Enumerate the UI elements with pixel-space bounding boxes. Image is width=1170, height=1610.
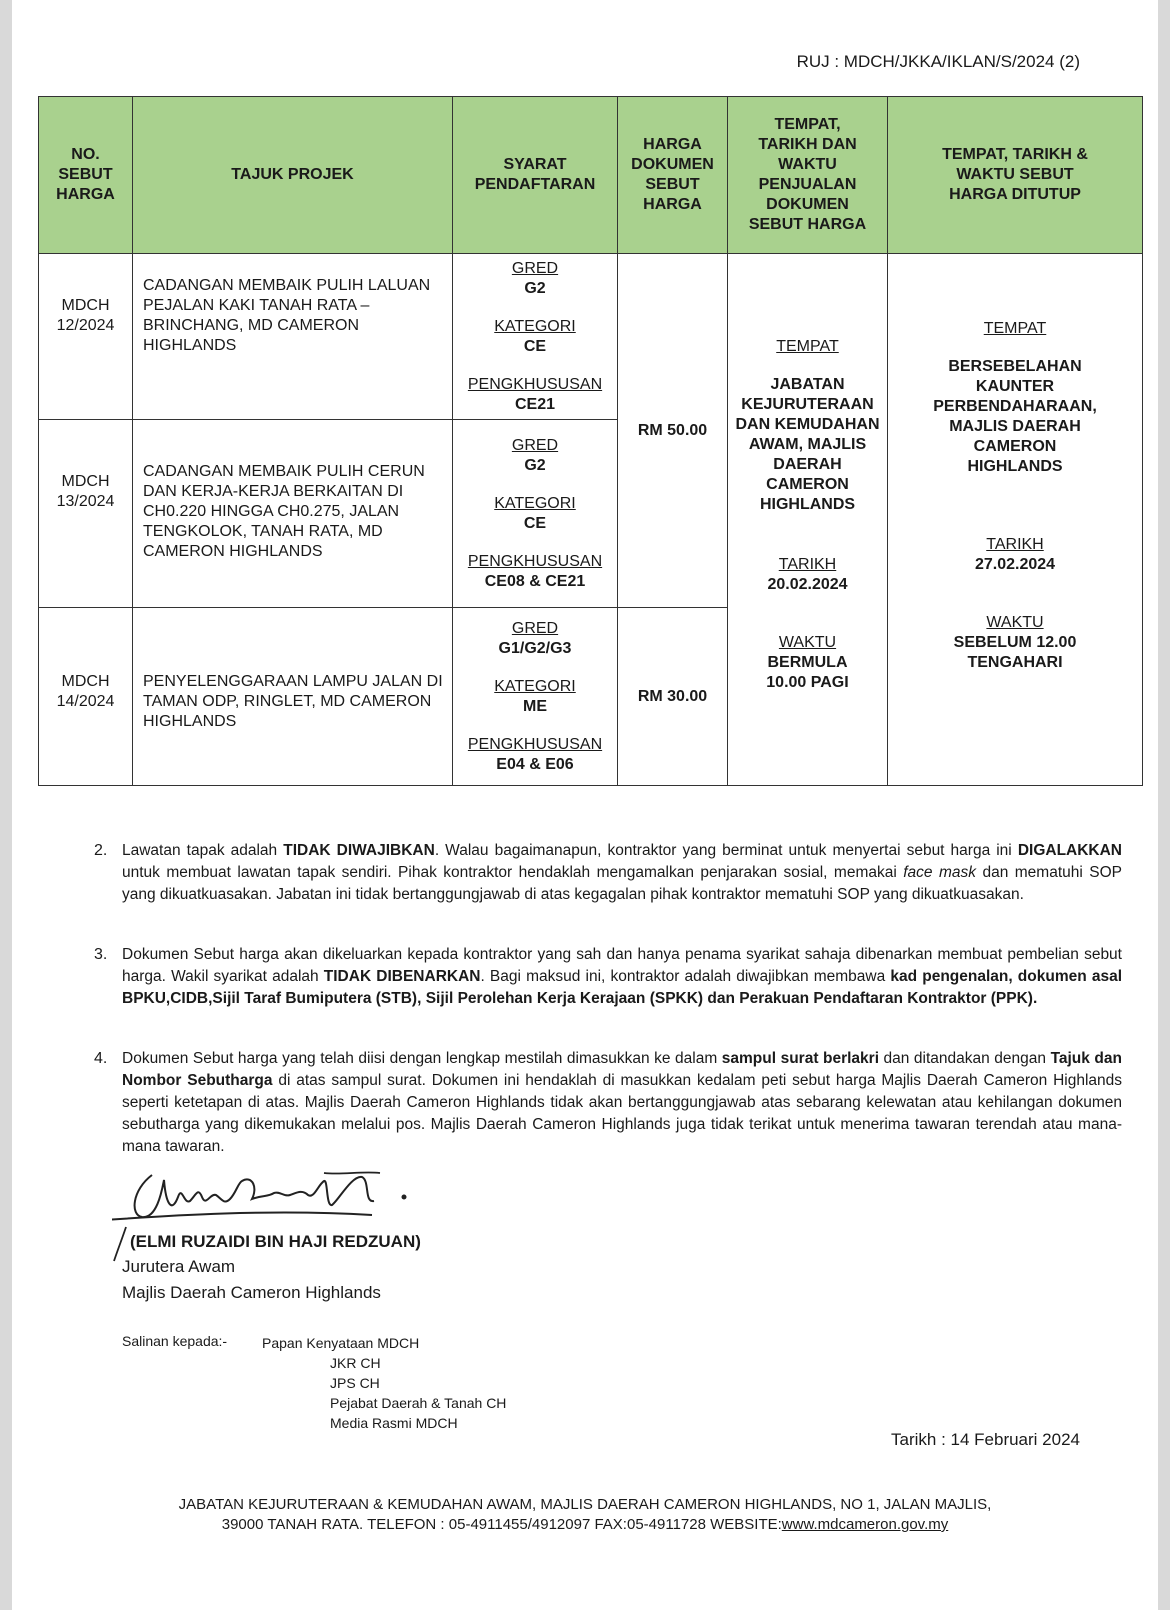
paragraph-number: 4. — [94, 1050, 108, 1067]
closing-place: BERSEBELAHAN KAUNTER PERBENDAHARAAN, MAJLIS DAERAH CAMERON HIGHLANDS — [933, 357, 1097, 475]
signatory-position: Jurutera Awam — [122, 1257, 236, 1276]
pengkhususan-label: PENGKHUSUSAN — [467, 735, 603, 753]
signatory-name: (ELMI RUZAIDI BIN HAJI REDZUAN) — [130, 1232, 421, 1251]
sale-place-label: TEMPAT — [776, 337, 839, 355]
document-price: RM 30.00 — [618, 608, 728, 786]
kategori-label: KATEGORI — [494, 317, 576, 335]
gred-value: G2 — [524, 456, 546, 474]
kategori-value: CE — [523, 514, 547, 532]
copy-recipient: Pejabat Daerah & Tanah CH — [330, 1395, 507, 1411]
closing-details — [888, 254, 1143, 786]
paragraph-submission: Dokumen Sebut harga yang telah diisi dengan lengkap mestilah dimasukkan ke dalam sampul surat berlakri dan ditandakan dengan Tajuk dan Nombor Sebutharga di atas sampul surat. Dokumen ini hendaklah di masukkan kedalam peti sebut harga Majlis Daerah Cameron Highlands seperti ketetapan di atas. Majlis Daerah Cameron Highlands tidak akan bertanggungjawab atas sebarang kelewatan atau kehilangan dokumen sebutharga yang dikemukakan melalui pos. Majlis Daerah Cameron Highlands juga tidak terikat untuk menerima tawaran terendah atau mana-mana tawaran. — [122, 1050, 1122, 1155]
pengkhususan-value: CE08 & CE21 — [484, 572, 586, 590]
signatory-organisation: Majlis Daerah Cameron Highlands — [122, 1283, 381, 1302]
sale-time: BERMULA 10.00 PAGI — [766, 653, 849, 691]
footer-line-2: 39000 TANAH RATA. TELEFON : 05-4911455/4912097 FAX:05-4911728 WEBSITE:www.mdcameron.gov.my — [221, 1516, 949, 1533]
closing-date: 27.02.2024 — [974, 555, 1056, 573]
project-title: CADANGAN MEMBAIK PULIH CERUN DAN KERJA-KERJA BERKAITAN DI CH0.220 HINGGA CH0.275, JALAN TENGKOLOK, TANAH RATA, MD CAMERON HIGHLANDS — [133, 420, 453, 608]
header-title: TAJUK PROJEK — [133, 97, 453, 254]
paragraph-number: 3. — [94, 946, 108, 963]
sale-place: JABATAN KEJURUTERAAN DAN KEMUDAHAN AWAM, MAJLIS DAERAH CAMERON HIGHLANDS — [735, 375, 880, 513]
header-price: HARGA DOKUMEN SEBUT HARGA — [618, 97, 728, 254]
pengkhususan-label: PENGKHUSUSAN — [467, 552, 603, 570]
kategori-value: ME — [523, 697, 547, 715]
gred-value: G1/G2/G3 — [498, 639, 572, 657]
registration-requirements — [453, 608, 618, 786]
copy-recipient: JPS CH — [330, 1375, 380, 1391]
kategori-value: CE — [523, 337, 547, 355]
copies-label: Salinan kepada:- — [122, 1333, 228, 1349]
kategori-label: KATEGORI — [494, 494, 576, 512]
sale-date-label: TARIKH — [778, 555, 837, 573]
row-number: MDCH 14/2024 — [39, 608, 133, 786]
header-no: NO. SEBUT HARGA — [39, 97, 133, 254]
gred-label: GRED — [511, 259, 559, 277]
quotation-table — [38, 96, 1143, 786]
pengkhususan-value: E04 & E06 — [496, 755, 574, 773]
footer-address — [52, 1495, 1118, 1535]
closing-date-label: TARIKH — [986, 535, 1044, 553]
kategori-label: KATEGORI — [494, 677, 576, 695]
copies-list — [262, 1333, 506, 1433]
gred-value: G2 — [524, 279, 546, 297]
closing-place-label: TEMPAT — [983, 319, 1047, 337]
pengkhususan-value: CE21 — [514, 395, 556, 413]
registration-requirements — [453, 254, 618, 420]
reference-number: RUJ : MDCH/JKKA/IKLAN/S/2024 (2) — [796, 52, 1080, 71]
paragraph-document-purchase: Dokumen Sebut harga akan dikeluarkan kepada kontraktor yang sah dan hanya penama syarikat sahaja dibenarkan membuat pembelian sebut harga. Wakil syarikat adalah TIDAK DIBENARKAN. Bagi maksud ini, kontraktor adalah diwajibkan membawa kad pengenalan, dokumen asal BPKU,CIDB,Sijil Taraf Bumiputera (STB), Sijil Perolehan Kerja Kerajaan (SPKK) dan Perakuan Pendaftaran Kontraktor (PPK). — [122, 946, 1123, 1007]
paragraph-site-visit: Lawatan tapak adalah TIDAK DIWAJIBKAN. Walau bagaimanapun, kontraktor yang berminat untuk menyertai sebut harga ini DIGALAKKAN untuk membuat lawatan tapak sendiri. Pihak kontraktor hendaklah mengamalkan penjarakan sosial, memakai face mask dan mematuhi SOP yang dikuatkuasakan. Jabatan ini tidak bertanggungjawab di atas kegagalan pihak kontraktor mematuhi SOP yang dikuatkuasakan. — [122, 842, 1122, 903]
closing-time-label: WAKTU — [986, 613, 1044, 631]
gred-label: GRED — [511, 619, 559, 637]
website-link[interactable]: www.mdcameron.gov.my — [781, 1516, 949, 1533]
copy-recipient: JKR CH — [330, 1355, 381, 1371]
table-header-row — [39, 97, 1143, 254]
registration-requirements — [453, 420, 618, 608]
paragraph-number: 2. — [94, 842, 108, 859]
header-requirements: SYARAT PENDAFTARAN — [453, 97, 618, 254]
table-row — [39, 254, 1143, 420]
project-title: PENYELENGGARAAN LAMPU JALAN DI TAMAN ODP, RINGLET, MD CAMERON HIGHLANDS — [133, 608, 453, 786]
copy-recipient: Papan Kenyataan MDCH — [262, 1335, 420, 1351]
document-price: RM 50.00 — [618, 254, 728, 608]
project-title: CADANGAN MEMBAIK PULIH LALUAN PEJALAN KAKI TANAH RATA – BRINCHANG, MD CAMERON HIGHLANDS — [133, 254, 453, 420]
footer-line-1: JABATAN KEJURUTERAAN & KEMUDAHAN AWAM, MAJLIS DAERAH CAMERON HIGHLANDS, NO 1, JALAN MAJLIS, — [178, 1496, 992, 1513]
row-number: MDCH 13/2024 — [39, 420, 133, 608]
copy-recipient: Media Rasmi MDCH — [330, 1415, 458, 1431]
header-closing: TEMPAT, TARIKH & WAKTU SEBUT HARGA DITUTUP — [888, 97, 1143, 254]
document-page — [12, 0, 1158, 1610]
header-sale: TEMPAT, TARIKH DAN WAKTU PENJUALAN DOKUMEN SEBUT HARGA — [728, 97, 888, 254]
closing-time: SEBELUM 12.00 TENGAHARI — [953, 633, 1077, 671]
gred-label: GRED — [511, 436, 559, 454]
sale-date: 20.02.2024 — [767, 575, 848, 593]
pengkhususan-label: PENGKHUSUSAN — [467, 375, 603, 393]
document-date: Tarikh : 14 Februari 2024 — [891, 1430, 1080, 1449]
row-number: MDCH 12/2024 — [39, 254, 133, 420]
sale-details — [728, 254, 888, 786]
sale-time-label: WAKTU — [778, 633, 837, 651]
